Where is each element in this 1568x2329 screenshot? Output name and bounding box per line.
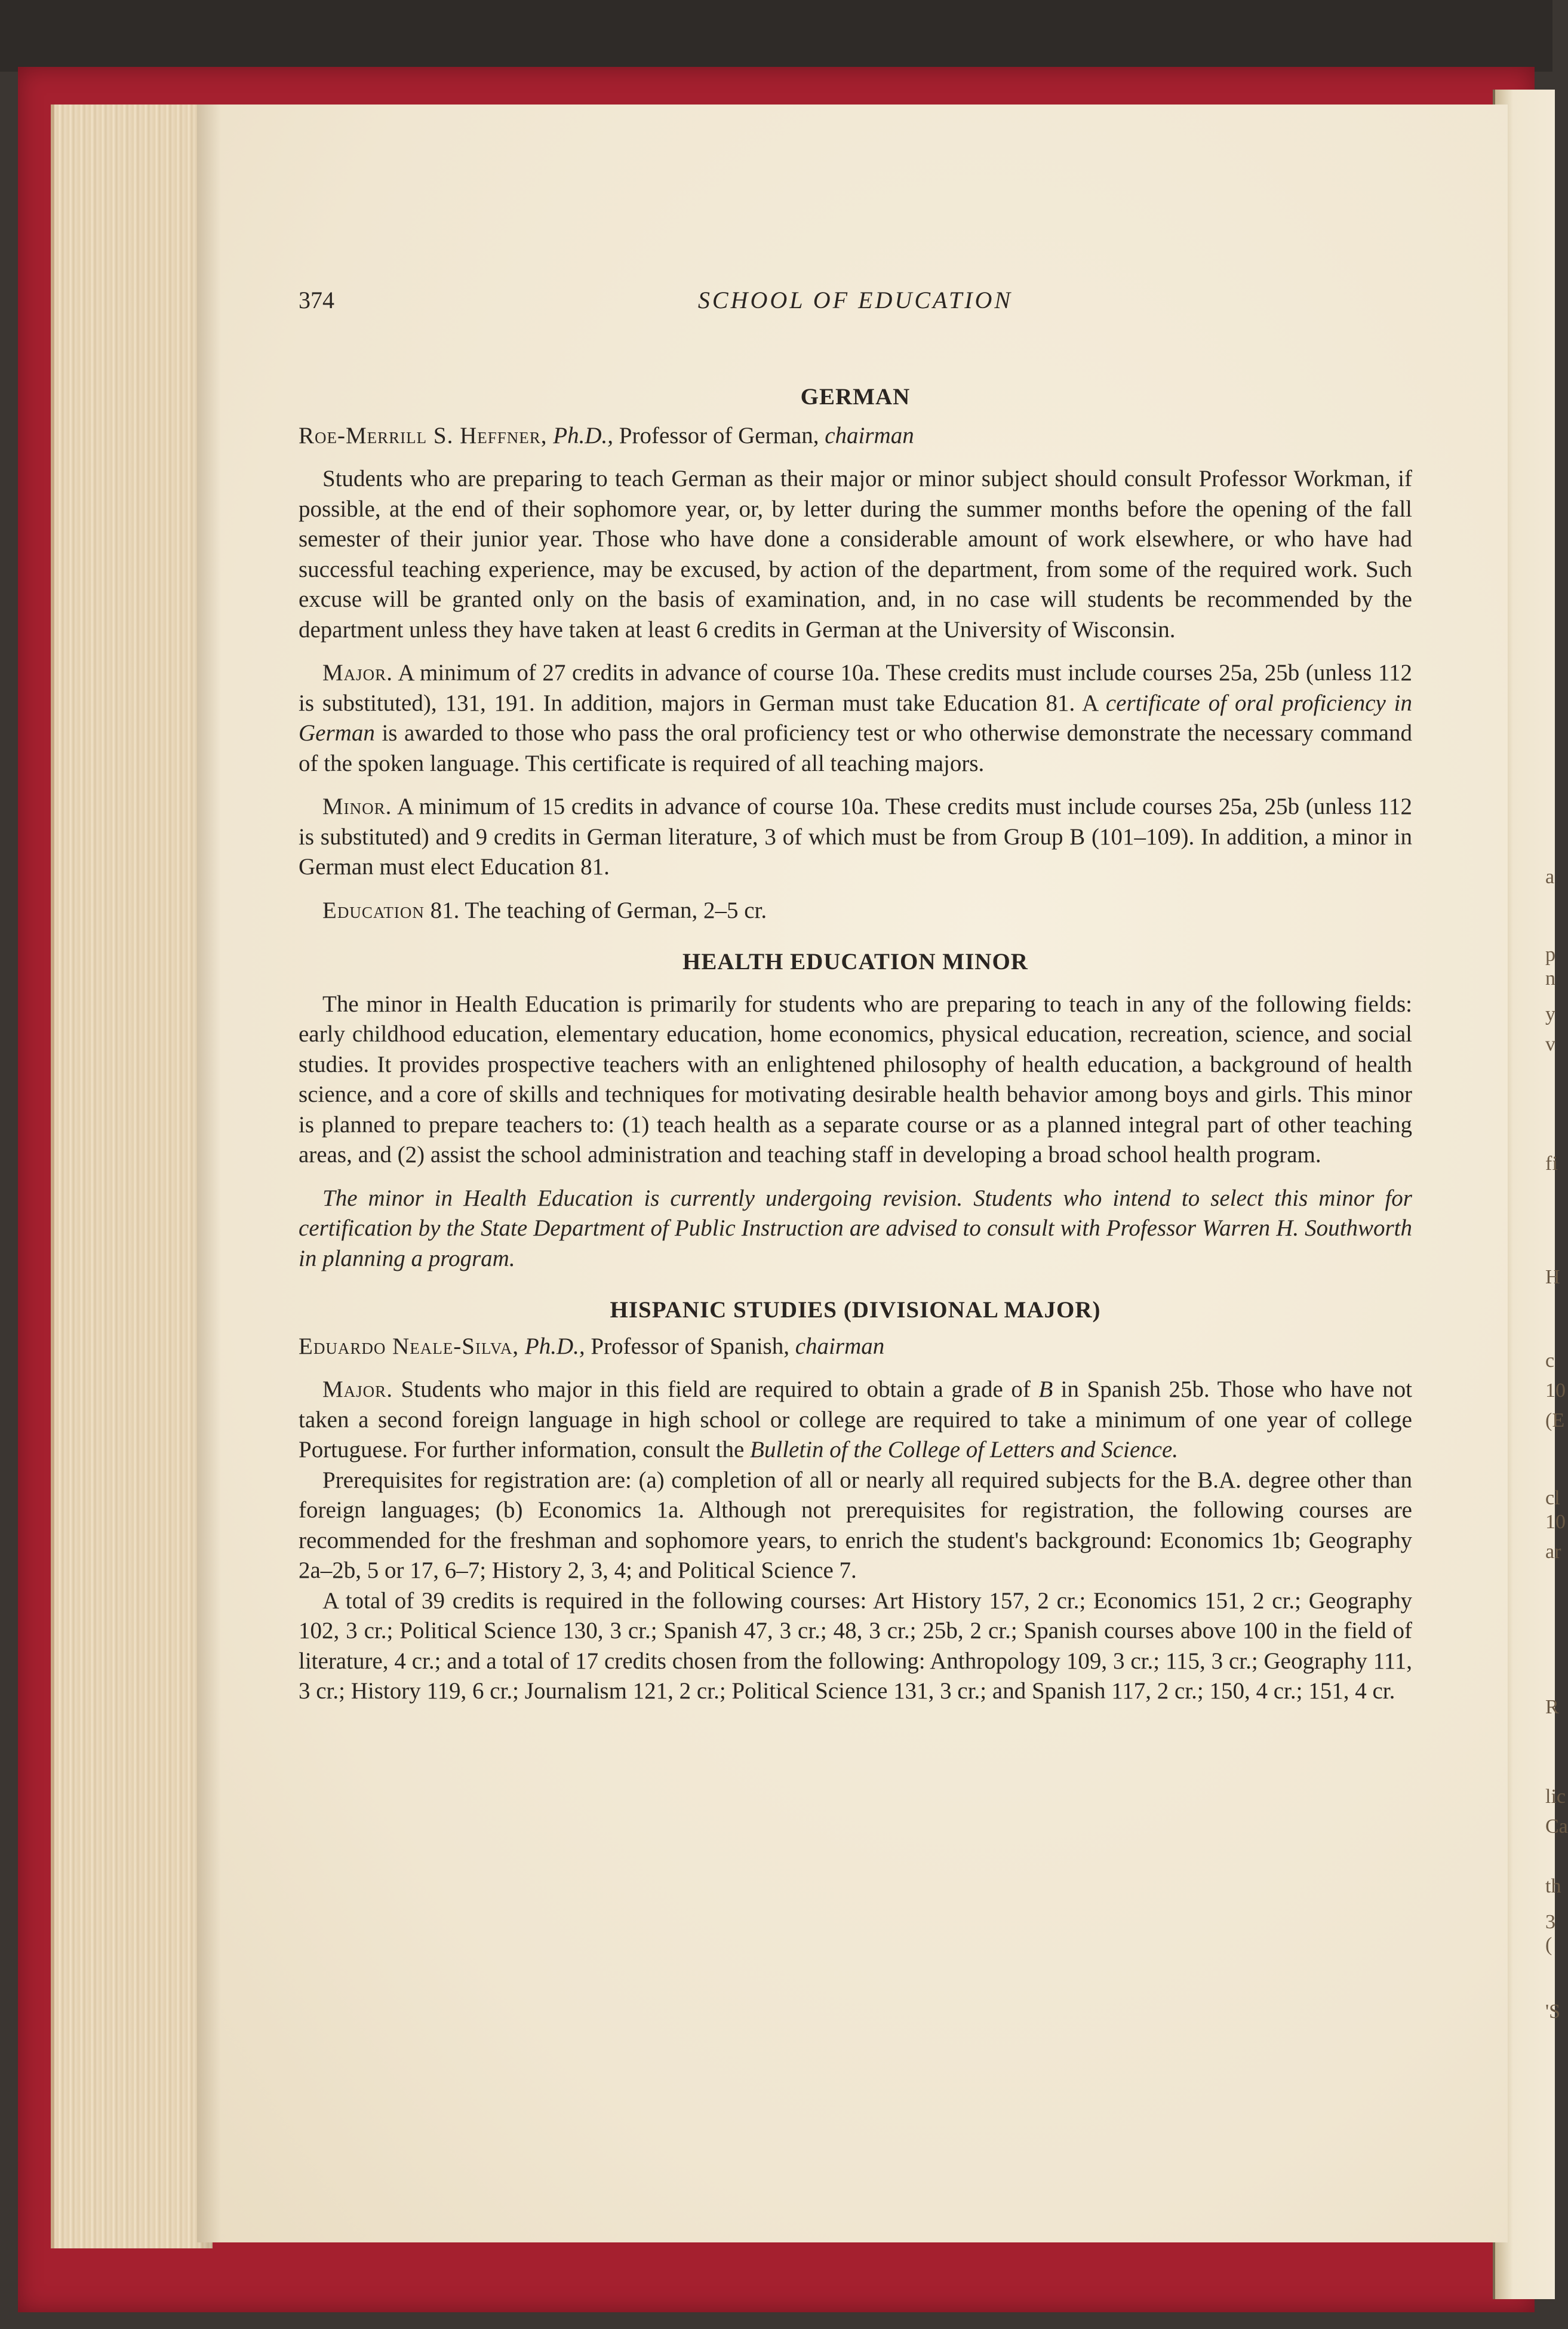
german-intro-paragraph: Students who are preparing to teach German as their major or minor subject should consult Professor Workman, if possible, at the end of their sophomore year, or, by letter during the summer months before the opening of the fall semester of their junior year. Those who have done a considerable amount of work elsewhere, or who have had successful teaching experience, may be excused, by action of the department, from some of the required work. Such excuse will be granted only on the basis of examination, and, in no case will students be recommended by the department unless they have taken at least 6 credits in German at the University of Wisconsin. xyxy=(299,466,1412,643)
chair-role: Professor of German, xyxy=(619,422,819,448)
section-heading-german: GERMAN xyxy=(800,384,911,410)
adjacent-page-glyph: y xyxy=(1545,1003,1555,1025)
hispanic-total-paragraph: A total of 39 credits is required in the following courses: Art History 157, 2 cr.; Economics 151, 2 cr.; Geography 102, 3 cr.; Political Science 130, 3 cr.; Spanish 47, 3 cr.; 48, 3 cr.; 25b, 2 cr.; Spanish courses above 100 in the field of literature, 4 cr.; and a total of 17 credits chosen from the following: Anthropology 109, 3 cr.; 115, 3 cr.; Geography 111, 3 cr.; History 119, 6 cr.; Journalism 121, 2 cr.; Political Science 131, 3 cr.; and Spanish 117, 2 cr.; 150, 4 cr.; 151, 4 cr. xyxy=(299,1587,1412,1704)
chair-degree: Ph.D., xyxy=(553,422,614,448)
chair-degree: Ph.D., xyxy=(524,1333,585,1359)
german-chair-line xyxy=(299,421,1412,451)
hispanic-major-paragraph xyxy=(299,1375,1412,1465)
adjacent-page-glyph: lic xyxy=(1545,1786,1566,1808)
adjacent-page-glyph: R xyxy=(1545,1696,1559,1718)
section-heading-health: HEALTH EDUCATION MINOR xyxy=(682,949,1028,975)
adjacent-page-glyph: 3 ( xyxy=(1545,1911,1555,1956)
adjacent-page-glyph: Ca xyxy=(1545,1815,1568,1838)
adjacent-page-glyph: ar xyxy=(1545,1541,1561,1563)
major-text-cont: in Spanish 25b. Those who have not taken a second foreign language in high school or college are required to take a minimum of one year of college Portuguese. For further information, consult the xyxy=(299,1376,1412,1462)
backdrop xyxy=(0,0,1552,72)
major-text-cont: is awarded to those who pass the oral proficiency test or who otherwise demonstrate the necessary command of the spoken language. This certificate is required of all teaching majors. xyxy=(299,720,1412,776)
major-text: A minimum of 27 credits in advance of course 10a. These credits must include courses 25a, 25b (unless 112 is substituted), 131, 191. In addition, majors in German must take Education 81. A xyxy=(299,660,1412,716)
adjacent-page-glyph: (E xyxy=(1545,1409,1565,1431)
adjacent-page-glyph: c xyxy=(1545,1350,1555,1372)
page-edges xyxy=(51,105,213,2248)
german-education-course xyxy=(299,896,1412,926)
hispanic-chair-line xyxy=(299,1332,1412,1362)
running-head-title: SCHOOL OF EDUCATION xyxy=(697,287,1013,314)
minor-text: A minimum of 15 credits in advance of course 10a. These credits must include courses 25a, 25b (unless 112 is substituted) and 9 credits in German literature, 3 of which must be from Group B (101–109). In addition, a minor in German must elect Education 81. xyxy=(299,794,1412,880)
hispanic-prereq-paragraph: Prerequisites for registration are: (a) completion of all or nearly all required subjects for the B.A. degree other than foreign languages; (b) Economics 1a. Although not prerequisites for registration, the following courses are recommended for the freshman and sophomore years, to enrich the student's background: Economics 1b; Geography 2a–2b, 5 or 17, 6–7; History 2, 3, 4; and Political Science 7. xyxy=(299,1467,1412,1583)
major-label: Major. xyxy=(322,1376,393,1402)
chair-title: chairman xyxy=(795,1333,885,1359)
german-major-paragraph xyxy=(299,658,1412,779)
chair-title: chairman xyxy=(825,422,914,448)
adjacent-page-glyph: fi xyxy=(1545,1153,1558,1175)
chair-role: Professor of Spanish, xyxy=(591,1333,789,1359)
page-text xyxy=(299,281,1412,1707)
adjacent-page-glyph: a xyxy=(1545,866,1555,888)
major-text: Students who major in this field are required to obtain a grade of xyxy=(401,1376,1031,1402)
health-notice-text: The minor in Health Education is currently undergoing revision. Students who intend to select this minor for certification by the State Department of Public Instruction are advised to consult with Professor Warren H. Southworth in planning a program. xyxy=(299,1185,1412,1271)
adjacent-page-glyph: p xyxy=(1545,944,1555,966)
adjacent-page-glyph: 10 xyxy=(1545,1511,1566,1533)
running-head xyxy=(299,281,1412,328)
certificate-term: certificate of oral proficiency in German xyxy=(299,690,1412,746)
major-label: Major. xyxy=(322,660,393,686)
page-number: 374 xyxy=(299,287,334,314)
health-body-paragraph: The minor in Health Education is primarily for students who are preparing to teach in any of the following fields: early childhood education, elementary education, home economics, physical education, recreation, science, and social studies. It provides prospective teachers with an enlightened philosophy of health education, a background of health science, and a core of skills and techniques for motivating desirable health behavior among boys and girls. This minor is planned to prepare teachers to: (1) teach health as a separate course or as a planned integral part of other teaching areas, and (2) assist the school administration and teaching staff in developing a broad school health program. xyxy=(299,991,1412,1167)
education-label: Education xyxy=(322,897,425,923)
bulletin-title: Bulletin of the College of Letters and Science. xyxy=(750,1437,1179,1462)
health-notice-paragraph xyxy=(299,1184,1412,1274)
german-minor-paragraph xyxy=(299,792,1412,883)
education-text: 81. The teaching of German, 2–5 cr. xyxy=(430,897,767,923)
adjacent-page-glyph: H xyxy=(1545,1266,1560,1288)
adjacent-page-glyph: cl xyxy=(1545,1487,1560,1509)
minor-label: Minor. xyxy=(322,794,392,819)
chair-name: Eduardo Neale-Silva, xyxy=(299,1333,519,1359)
section-heading-hispanic: HISPANIC STUDIES (DIVISIONAL MAJOR) xyxy=(610,1297,1101,1323)
chair-name: Roe-Merrill S. Heffner, xyxy=(299,422,548,448)
adjacent-page-glyph: 'S xyxy=(1545,2001,1561,2023)
adjacent-page-glyph: 10 xyxy=(1545,1379,1566,1402)
adjacent-page-glyph: n xyxy=(1545,967,1555,990)
grade-letter: B xyxy=(1038,1376,1053,1402)
adjacent-page-glyph: th xyxy=(1545,1875,1561,1897)
adjacent-page-glyph: v xyxy=(1545,1033,1555,1055)
